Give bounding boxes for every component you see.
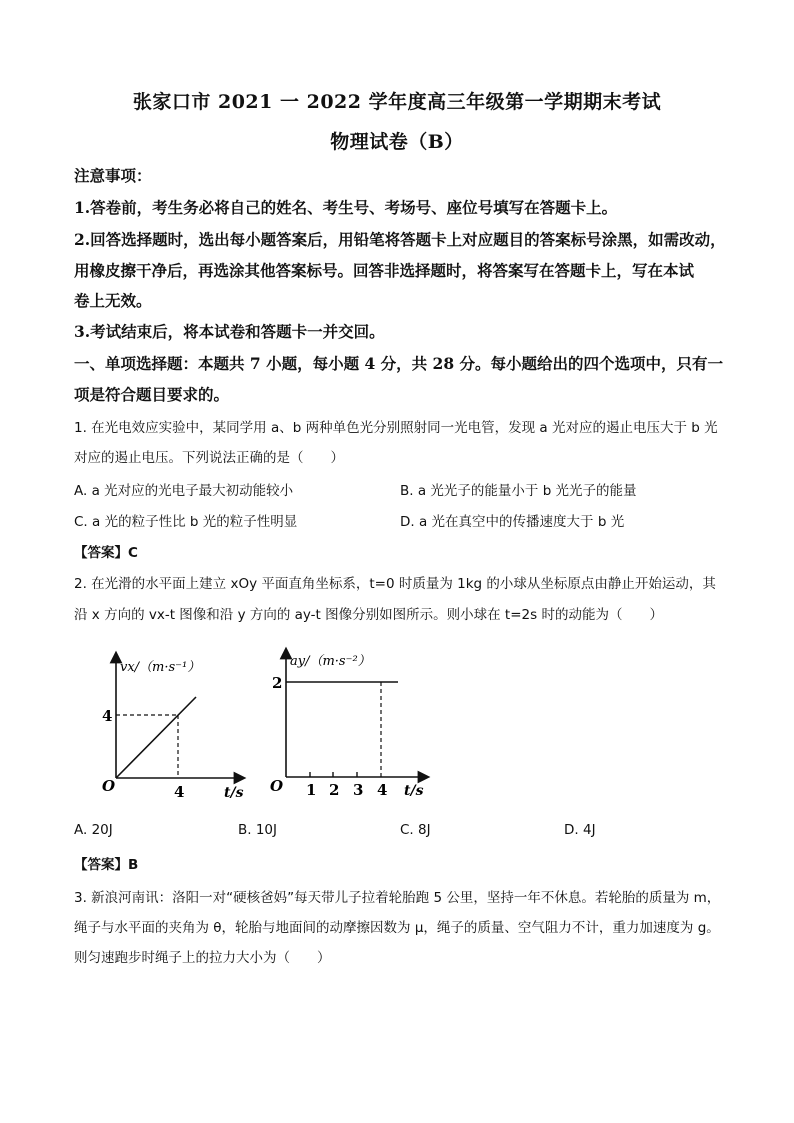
q2-stem-line-1: 2. 在光滑的水平面上建立 xOy 平面直角坐标系，t=0 时质量为 1kg 的小球从坐标原点由静止开始运动，其 — [74, 576, 716, 592]
q2-option-c: C. 8J — [400, 822, 431, 838]
q1-stem-line-1: 1. 在光电效应实验中，某同学用 a、b 两种单色光分别照射同一光电管，发现 a 光对应的遏止电压大于 b 光 — [74, 420, 718, 436]
vx-y-label: vx/（m·s⁻¹） — [120, 660, 201, 675]
q2-option-b: B. 10J — [238, 822, 278, 838]
q1-option-c: C. a 光的粒子性比 b 光的粒子性明显 — [74, 514, 298, 530]
vx-x-label: t/s — [224, 785, 244, 801]
notice-heading: 注意事项： — [74, 166, 152, 185]
notice-item-2-line-1: 2.回答选择题时，选出每小题答案后，用铅笔将答题卡上对应题目的答案标号涂黑，如需改动， — [74, 230, 726, 249]
q2-option-d: D. 4J — [564, 822, 596, 838]
q2-answer: 【答案】B — [74, 857, 139, 873]
section1-line-1: 一、单项选择题：本题共 7 小题，每小题 4 分，共 28 分。每小题给出的四个选项中，只有一 — [74, 354, 724, 373]
notice-item-2-line-2: 用橡皮擦干净后，再选涂其他答案标号。回答非选择题时，将答案写在答题卡上，写在本试 — [74, 261, 695, 280]
ay-x-label: t/s — [404, 783, 424, 799]
vx-origin: O — [102, 777, 116, 795]
notice-item-2-line-3: 卷上无效。 — [74, 291, 152, 310]
notice-item-1: 1.答卷前，考生务必将自己的姓名、考生号、考场号、座位号填写在答题卡上。 — [74, 198, 618, 217]
ay-origin: O — [270, 777, 284, 795]
ay-y-tick: 2 — [272, 674, 283, 692]
ay-x-tick-1: 1 — [306, 781, 317, 799]
vx-x-tick: 4 — [174, 783, 185, 801]
vx-t-graph — [100, 645, 250, 805]
q3-stem-line-2: 绳子与水平面的夹角为 θ，轮胎与地面间的动摩擦因数为 μ，绳子的质量、空气阻力不计，重力加速度为 g。 — [74, 920, 720, 936]
notice-item-3: 3.考试结束后，将本试卷和答题卡一并交回。 — [74, 322, 385, 341]
exam-title: 张家口市 2021 一 2022 学年度高三年级第一学期期末考试 — [132, 91, 662, 113]
q1-option-a: A. a 光对应的光电子最大初动能较小 — [74, 483, 294, 499]
q1-answer: 【答案】C — [74, 545, 138, 561]
q1-option-b: B. a 光光子的能量小于 b 光光子的能量 — [400, 483, 637, 499]
q3-stem-line-3: 则匀速跑步时绳子上的拉力大小为（ ） — [74, 950, 331, 966]
q1-option-d: D. a 光在真空中的传播速度大于 b 光 — [400, 514, 625, 530]
vx-y-tick: 4 — [102, 707, 113, 725]
ay-x-tick-3: 3 — [353, 781, 364, 799]
vx-line — [116, 697, 196, 778]
q3-stem-line-1: 3. 新浪河南讯：洛阳一对“硬核爸妈”每天带儿子拉着轮胎跑 5 公里，坚持一年不休息。若轮胎的质量为 m， — [74, 890, 721, 906]
q2-stem-line-2: 沿 x 方向的 vx-t 图像和沿 y 方向的 ay-t 图像分别如图所示。则小球在 t=2s 时的动能为（ ） — [74, 607, 663, 623]
q2-option-a: A. 20J — [74, 822, 113, 838]
ay-x-tick-4: 4 — [377, 781, 388, 799]
ay-y-label: ay/（m·s⁻²） — [290, 654, 371, 669]
ay-x-tick-2: 2 — [329, 781, 340, 799]
exam-subtitle: 物理试卷（B） — [330, 131, 464, 153]
section1-line-2: 项是符合题目要求的。 — [74, 385, 230, 404]
ay-t-graph — [266, 645, 436, 805]
q1-stem-line-2: 对应的遏止电压。下列说法正确的是（ ） — [74, 450, 344, 466]
